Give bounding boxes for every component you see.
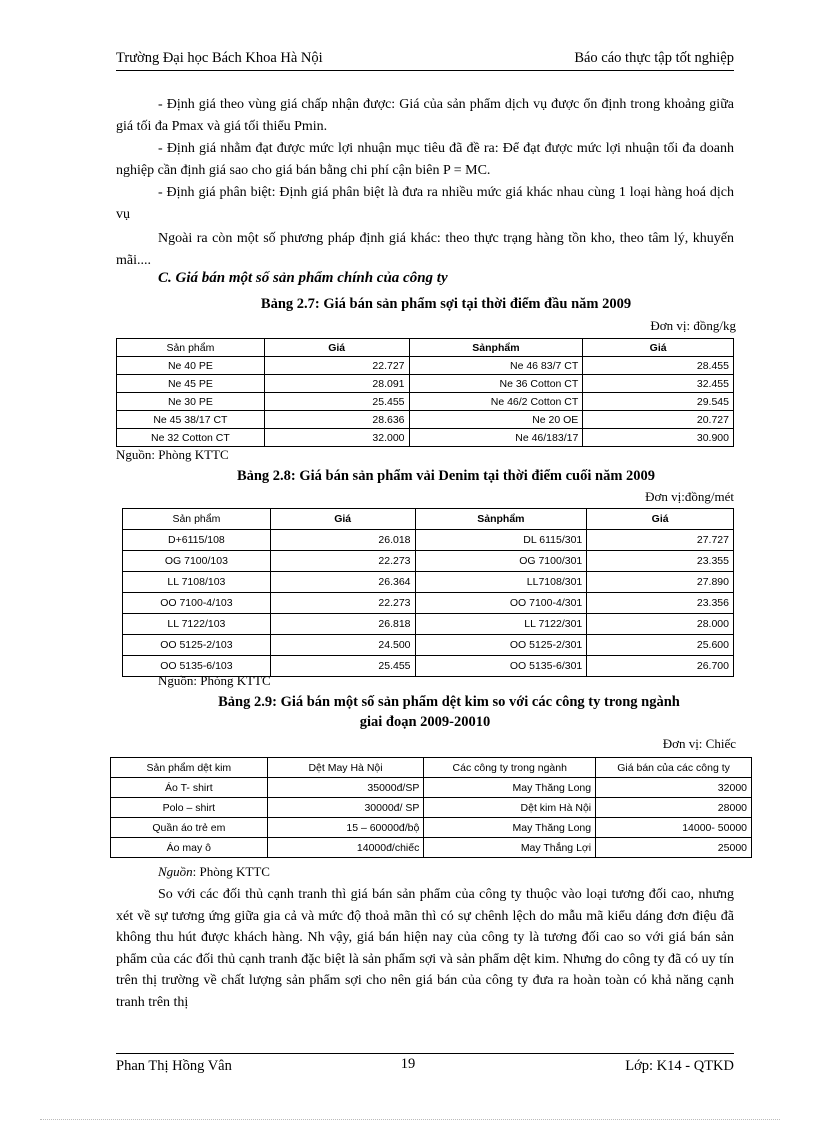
cell-price: 23.355 [587, 551, 734, 572]
cell-price: 25.455 [270, 656, 415, 677]
column-header: Giá [270, 509, 415, 530]
cell-price: 22.273 [270, 551, 415, 572]
header-university: Trường Đại học Bách Khoa Hà Nội [116, 50, 323, 66]
table-row [123, 593, 734, 614]
table-header-row [111, 758, 752, 778]
table-header-row [117, 339, 734, 357]
table3-source [158, 864, 270, 880]
column-header: Dệt May Hà Nội [267, 758, 424, 778]
table-row [123, 614, 734, 635]
cell-price: 24.500 [270, 635, 415, 656]
cell-company: Dệt kim Hà Nội [424, 798, 596, 818]
cell-product: Ne 46/2 Cotton CT [409, 393, 583, 411]
cell-product: OO 7100-4/103 [123, 593, 271, 614]
header-report-title: Báo cáo thực tập tốt nghiệp [574, 50, 734, 66]
table-row [117, 393, 734, 411]
table3-caption-line2: giai đoạn 2009-20010 [359, 714, 491, 730]
table-row [117, 375, 734, 393]
cell-price: 25.600 [587, 635, 734, 656]
cell-product: Ne 46 83/7 CT [409, 357, 583, 375]
cell-price: 28.636 [264, 411, 409, 429]
cell-product: OO 5125-2/301 [415, 635, 587, 656]
cell-company: May Thăng Long [424, 778, 596, 798]
section-title: C. Giá bán một số sản phẩm chính của công ty [158, 270, 448, 286]
cell-product: Ne 40 PE [117, 357, 265, 375]
table-row [117, 357, 734, 375]
table3-source-text: : Phòng KTTC [192, 864, 270, 879]
table-row [123, 551, 734, 572]
page-header [116, 48, 734, 71]
cell-price: 28.091 [264, 375, 409, 393]
cell-price: 22.727 [264, 357, 409, 375]
table-row [111, 818, 752, 838]
cell-product: Ne 46/183/17 [409, 429, 583, 447]
cell-price: 35000đ/SP [267, 778, 424, 798]
cell-price: 26.018 [270, 530, 415, 551]
column-header: Sảnphẩm [415, 509, 587, 530]
cell-product: Áo T- shirt [111, 778, 268, 798]
paragraph-pricing-profit: - Định giá nhằm đạt được mức lợi nhuận mục tiêu đã đề ra: Để đạt được mức lợi nhuận tối đa doanh nghiệp cần định giá sao cho giá bán bằng chi phí cận biên P = MC. [116, 141, 734, 178]
paragraph-pricing-discrimination: - Định giá phân biệt: Định giá phân biệt là đưa ra nhiều mức giá khác nhau cùng 1 loại hàng hoá dịch vụ [116, 185, 734, 222]
table-row [123, 530, 734, 551]
cell-product: Ne 45 PE [117, 375, 265, 393]
cell-price: 30000đ/ SP [267, 798, 424, 818]
table2-source: Nguồn: Phòng KTTC [158, 673, 271, 688]
cell-product: Ne 32 Cotton CT [117, 429, 265, 447]
cell-price: 32.000 [264, 429, 409, 447]
cell-price: 28.000 [587, 614, 734, 635]
cell-product: Ne 30 PE [117, 393, 265, 411]
cell-price: 29.545 [583, 393, 734, 411]
cell-product: OO 5135-6/301 [415, 656, 587, 677]
cell-price: 30.900 [583, 429, 734, 447]
cell-product: Ne 45 38/17 CT [117, 411, 265, 429]
knitwear-price-table [110, 757, 752, 858]
table-row [123, 635, 734, 656]
column-header: Giá [264, 339, 409, 357]
column-header: Sản phẩm [117, 339, 265, 357]
cell-price: 27.890 [587, 572, 734, 593]
column-header: Giá bán của các công ty [596, 758, 752, 778]
table3-unit: Đơn vị: Chiếc [662, 736, 736, 751]
denim-price-table [122, 508, 734, 677]
cell-price: 26.818 [270, 614, 415, 635]
cell-price: 26.700 [587, 656, 734, 677]
cell-product: LL7108/301 [415, 572, 587, 593]
table-row [111, 838, 752, 858]
column-header: Sảnphẩm [409, 339, 583, 357]
yarn-price-table [116, 338, 734, 447]
table1-caption: Bảng 2.7: Giá bán sản phẩm sợi tại thời điểm đầu năm 2009 [260, 296, 632, 312]
cell-company: May Thăng Long [424, 818, 596, 838]
table-row [111, 778, 752, 798]
table-row [117, 429, 734, 447]
column-header: Giá [587, 509, 734, 530]
cell-price: 27.727 [587, 530, 734, 551]
cell-price: 25000 [596, 838, 752, 858]
column-header: Giá [583, 339, 734, 357]
cell-product: Quần áo trẻ em [111, 818, 268, 838]
cell-price: 25.455 [264, 393, 409, 411]
closing-paragraph: So với các đối thủ cạnh tranh thì giá bán sản phẩm của công ty thuộc vào loại tương đối cao, nhưng xét về sự tương ứng giữa gia cả và mức độ thoả mãn thì có sự chênh lệch do mẫu mã kiểu dáng đơn điệu đã không thu hút được khách hàng. Nh vậy, giá bán hiện nay của công ty là tương đối cao so với giá bán sản phẩm của các đối thủ cạnh tranh đặc biệt là sản phẩm sợi và sản phẩm dệt kim. Nhưng do công ty đã có uy tín trên thị trường về chất lượng sản phẩm sợi cho nên giá bán của công ty đưa ra hoàn toàn có khả năng cạnh tranh trên thị [116, 887, 734, 1010]
cell-company: May Thắng Lợi [424, 838, 596, 858]
table2-caption: Bảng 2.8: Giá bán sản phẩm vải Denim tại thời điểm cuối năm 2009 [236, 468, 656, 484]
paragraph-other-methods: Ngoài ra còn một số phương pháp định giá khác: theo thực trạng hàng tồn kho, theo tâm lý, khuyến mãi.... [116, 231, 734, 268]
page-number: 19 [400, 1056, 416, 1072]
table-row [123, 572, 734, 593]
column-header: Các công ty trong ngành [424, 758, 596, 778]
table-row [117, 411, 734, 429]
cell-product: LL 7122/103 [123, 614, 271, 635]
cell-product: Ne 36 Cotton CT [409, 375, 583, 393]
cell-price: 32.455 [583, 375, 734, 393]
cell-product: DL 6115/301 [415, 530, 587, 551]
column-header: Sản phẩm dệt kim [111, 758, 268, 778]
table2-unit: Đơn vị:đồng/mét [645, 489, 734, 504]
cell-price: 14000- 50000 [596, 818, 752, 838]
cell-product: OG 7100/103 [123, 551, 271, 572]
cell-product: LL 7122/301 [415, 614, 587, 635]
cell-price: 32000 [596, 778, 752, 798]
cell-price: 28000 [596, 798, 752, 818]
cell-product: D+6115/108 [123, 530, 271, 551]
table1-source: Nguồn: Phòng KTTC [116, 447, 229, 462]
table3-caption-line1: Bảng 2.9: Giá bán một số sản phẩm dệt kim so với các công ty trong ngành [218, 694, 680, 710]
footer-class: Lớp: K14 - QTKD [625, 1058, 734, 1074]
paragraph-pricing-range: - Định giá theo vùng giá chấp nhận được: Giá của sản phẩm dịch vụ được ổn định trong khoảng giữa giá tối đa Pmax và giá tối thiểu Pmin. [116, 97, 734, 134]
cell-price: 23.356 [587, 593, 734, 614]
table3-source-label: Nguồn [158, 864, 193, 879]
cell-product: OO 5135-6/103 [123, 656, 271, 677]
cell-price: 26.364 [270, 572, 415, 593]
table-row [111, 798, 752, 818]
cell-product: OG 7100/301 [415, 551, 587, 572]
footer-author: Phan Thị Hồng Vân [116, 1058, 232, 1074]
cell-product: Áo may ô [111, 838, 268, 858]
column-header: Sản phẩm [123, 509, 271, 530]
cell-product: OO 5125-2/103 [123, 635, 271, 656]
table-header-row [123, 509, 734, 530]
footer-divider [116, 1053, 734, 1054]
table1-unit: Đơn vị: đồng/kg [650, 318, 736, 333]
cell-price: 20.727 [583, 411, 734, 429]
cell-product: Ne 20 OE [409, 411, 583, 429]
page-bottom-edge [40, 1119, 780, 1120]
cell-price: 28.455 [583, 357, 734, 375]
cell-product: LL 7108/103 [123, 572, 271, 593]
cell-product: Polo – shirt [111, 798, 268, 818]
cell-price: 22.273 [270, 593, 415, 614]
cell-price: 15 – 60000đ/bộ [267, 818, 424, 838]
cell-product: OO 7100-4/301 [415, 593, 587, 614]
cell-price: 14000đ/chiếc [267, 838, 424, 858]
